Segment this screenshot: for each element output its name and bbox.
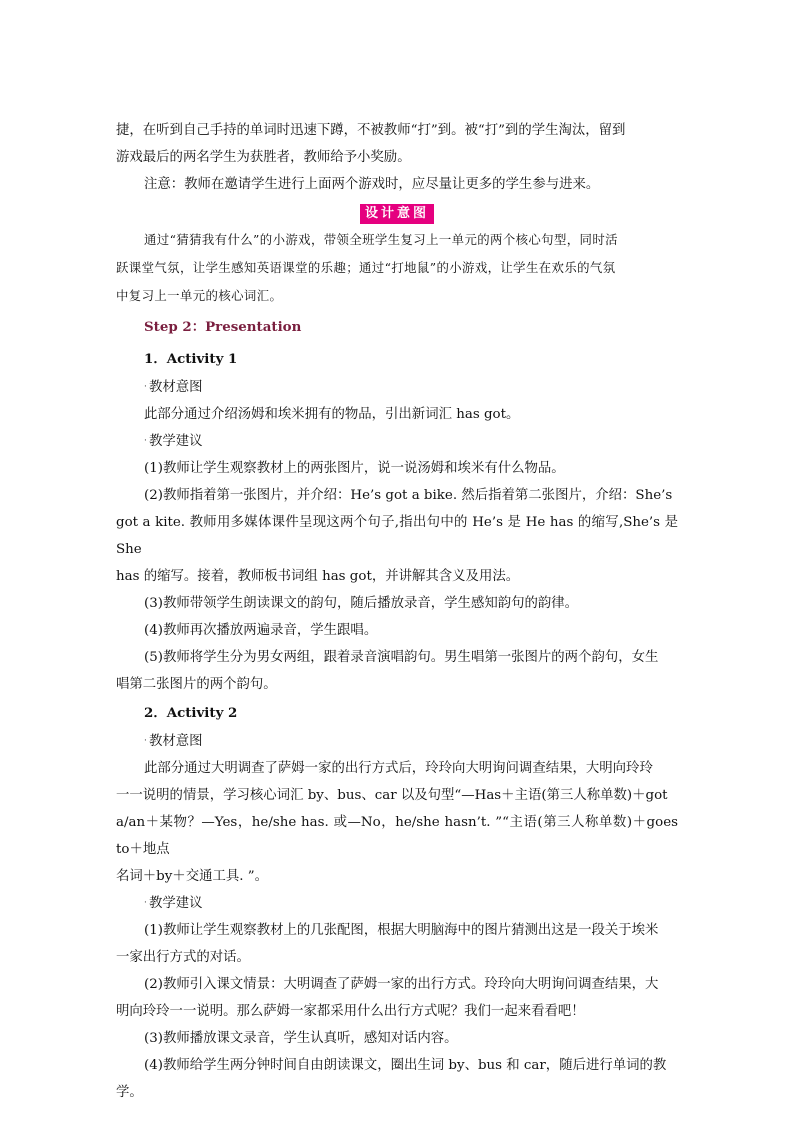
paragraph-line: (1)教师让学生观察教材上的两张图片，说一说汤姆和埃米有什么物品。 [144,461,565,476]
section-label [116,428,678,455]
section-label-text: 教材意图 [149,734,203,749]
paragraph-line: 明向玲玲一一说明。那么萨姆一家都采用什么出行方式呢？我们一起来看看吧！ [116,1004,585,1019]
design-intent-line: 中复习上一单元的核心词汇。 [116,288,283,303]
section-label [116,890,678,917]
section-label [116,374,678,401]
activity-heading: 2．Activity 2 [144,705,238,721]
paragraph-line: 一家出行方式的对话。 [116,950,250,965]
activity-heading: 1．Activity 1 [144,351,238,367]
paragraph-line: (4)教师再次播放两遍录音，学生跟唱。 [144,623,378,638]
paragraph-line: 学。 [116,1085,143,1100]
paragraph-line: 一一说明的情景，学习核心词汇 by、bus、car 以及句型“—Has＋主语(第三人称单数)＋got [116,788,668,803]
paragraph-line: 此部分通过介绍汤姆和埃米拥有的物品，引出新词汇 has got。 [144,407,520,422]
design-intent-line: 跃课堂气氛，让学生感知英语课堂的乐趣；通过“打地鼠”的小游戏，让学生在欢乐的气氛 [116,260,616,275]
paragraph-line: 此部分通过大明调查了萨姆一家的出行方式后，玲玲向大明询问调查结果，大明向玲玲 [144,761,653,776]
section-label [116,728,678,755]
paragraph-line: (2)教师指着第一张图片，并介绍：He’s got a bike. 然后指着第二张图片，介绍：She’s [144,488,673,503]
paragraph-line: (4)教师给学生两分钟时间自由朗读课文，圈出生词 by、bus 和 car，随后进行单词的教 [144,1058,667,1073]
paragraph-line: (3)教师带领学生朗读课文的韵句，随后播放录音，学生感知韵句的韵律。 [144,596,579,611]
note-paragraph: 注意：教师在邀请学生进行上面两个游戏时，应尽量让更多的学生参与进来。 [144,177,600,192]
paragraph-line: 名词＋by＋交通工具. ”。 [116,869,269,884]
paragraph-line: (2)教师引入课文情景：大明调查了萨姆一家的出行方式。玲玲向大明询问调查结果，大 [144,977,659,992]
paragraph-line: (1)教师让学生观察教材上的几张配图，根据大明脑海中的图片猜测出这是一段关于埃米 [144,923,659,938]
bullet-dot-icon: · [144,436,147,446]
paragraph-line: 游戏最后的两名学生为获胜者，教师给予小奖励。 [116,150,411,165]
bullet-dot-icon: · [144,736,147,746]
paragraph-line: (5)教师将学生分为男女两组，跟着录音演唱韵句。男生唱第一张图片的两个韵句，女生 [144,650,659,665]
design-intent-line: 通过“猜猜我有什么”的小游戏，带领全班学生复习上一单元的两个核心句型，同时活 [144,232,618,247]
page-content [116,117,678,1106]
design-intent-banner: 设计意图 [360,204,434,224]
paragraph-line: a/an＋某物？—Yes，he/she has. 或—No，he/she hasn’t. ”“主语(第三人称单数)＋goes to＋地点 [116,815,678,857]
section-label-text: 教学建议 [149,434,203,449]
paragraph-line: has 的缩写。接着，教师板书词组 has got，并讲解其含义及用法。 [116,569,520,584]
bullet-dot-icon: · [144,382,147,392]
paragraph-line: 捷，在听到自己手持的单词时迅速下蹲，不被教师“打”到。被“打”到的学生淘汰，留到 [116,123,626,138]
section-label-text: 教材意图 [149,380,203,395]
paragraph-line: got a kite. 教师用多媒体课件呈现这两个句子,指出句中的 He’s 是 He has 的缩写,She’s 是 She [116,515,678,557]
design-intent-banner-wrap [116,200,678,226]
paragraph-line: (3)教师播放课文录音，学生认真听，感知对话内容。 [144,1031,458,1046]
section-label-text: 教学建议 [149,896,203,911]
bullet-dot-icon: · [144,898,147,908]
step-heading: Step 2：Presentation [144,319,302,335]
paragraph-line: 唱第二张图片的两个韵句。 [116,677,277,692]
